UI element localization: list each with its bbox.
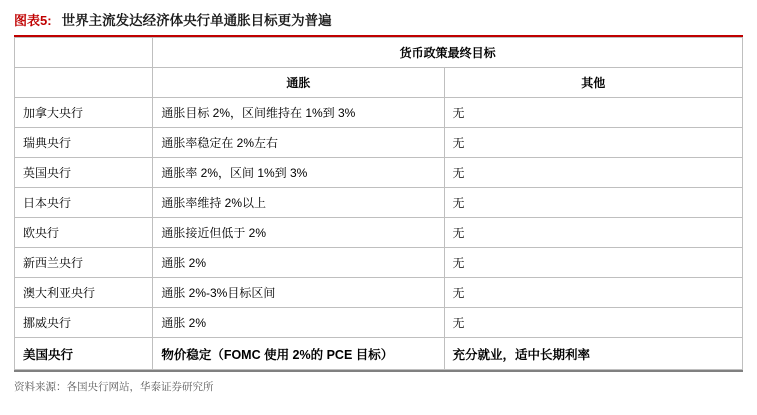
cell-other: 无: [444, 248, 743, 278]
header-corner-cell: [15, 38, 153, 68]
cell-bank: 日本央行: [15, 188, 153, 218]
cell-inflation: 通胀 2%: [153, 248, 444, 278]
figure-number: 图表5: [14, 13, 48, 28]
table-header-row-group: [15, 38, 743, 68]
table-row: [15, 248, 743, 278]
cell-bank: 欧央行: [15, 218, 153, 248]
cell-bank: 英国央行: [15, 158, 153, 188]
cell-other: 无: [444, 98, 743, 128]
cell-other: 无: [444, 128, 743, 158]
table-row: [15, 338, 743, 370]
cell-other: 无: [444, 158, 743, 188]
table-header-row-columns: [15, 68, 743, 98]
cell-inflation: 通胀率维持 2%以上: [153, 188, 444, 218]
cell-inflation: 通胀率稳定在 2%左右: [153, 128, 444, 158]
cell-inflation: 物价稳定（FOMC 使用 2%的 PCE 目标）: [153, 338, 444, 370]
figure-title-text: 世界主流发达经济体央行单通胀目标更为普遍: [61, 13, 332, 28]
table-row: [15, 128, 743, 158]
cell-other: 无: [444, 308, 743, 338]
header-other: 其他: [444, 68, 743, 98]
header-inflation: 通胀: [153, 68, 444, 98]
cell-inflation: 通胀 2%-3%目标区间: [153, 278, 444, 308]
cell-bank: 加拿大央行: [15, 98, 153, 128]
source-note: 资料来源：各国央行网站，华泰证券研究所: [14, 380, 214, 393]
cell-other: 充分就业，适中长期利率: [444, 338, 743, 370]
figure-title-separator: :: [47, 13, 52, 28]
header-corner-cell-2: [15, 68, 153, 98]
table-row: [15, 158, 743, 188]
cell-bank: 挪威央行: [15, 308, 153, 338]
table-row: [15, 98, 743, 128]
table-row: [15, 308, 743, 338]
cell-bank: 瑞典央行: [15, 128, 153, 158]
cell-other: 无: [444, 218, 743, 248]
cell-bank: 美国央行: [15, 338, 153, 370]
table-row: [15, 188, 743, 218]
cell-inflation: 通胀目标 2%，区间维持在 1%到 3%: [153, 98, 444, 128]
cell-bank: 新西兰央行: [15, 248, 153, 278]
figure-title: [14, 0, 743, 35]
cell-inflation: 通胀接近但低于 2%: [153, 218, 444, 248]
cell-bank: 澳大利亚央行: [15, 278, 153, 308]
policy-targets-table: [14, 37, 743, 370]
cell-inflation: 通胀率 2%，区间 1%到 3%: [153, 158, 444, 188]
cell-other: 无: [444, 188, 743, 218]
cell-other: 无: [444, 278, 743, 308]
table-row: [15, 218, 743, 248]
table-row: [15, 278, 743, 308]
header-group-final-target: 货币政策最终目标: [153, 38, 743, 68]
cell-inflation: 通胀 2%: [153, 308, 444, 338]
